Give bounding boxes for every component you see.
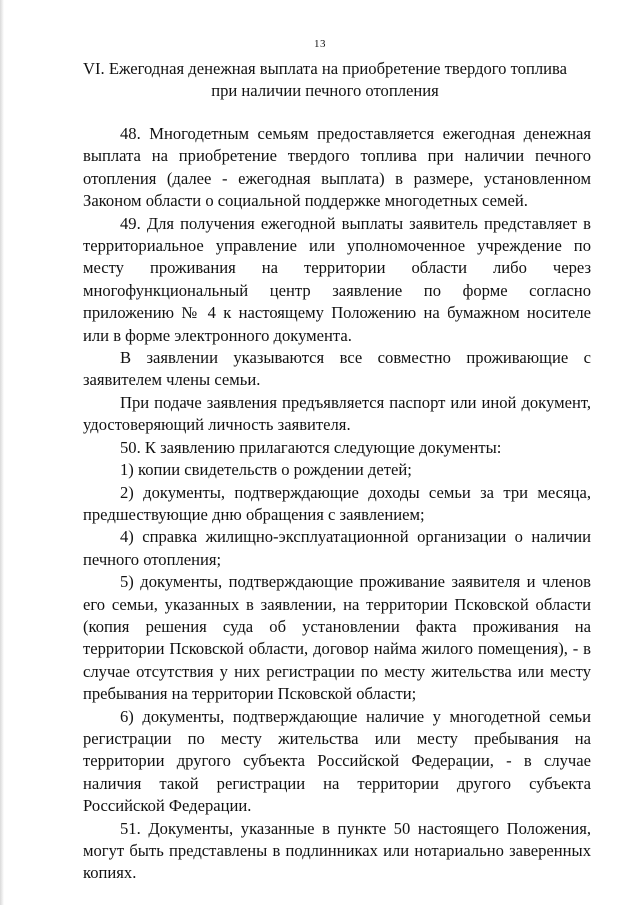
list-item-4: 4) справка жилищно-эксплуатационной организации о наличии печного отопления; [83,527,591,569]
list-item-1: 1) копии свидетельств о рождении детей; [120,460,412,480]
list-item-6: 6) документы, подтверждающие наличие у многодетной семьи регистрации по месту жительства или месту пребывания на территории другого субъекта Российской Федерации, - в случае наличия такой регистрации на территории другого субъекта Российской Федерации. [83,706,591,816]
scan-edge [0,0,4,905]
list-item-2: 2) документы, подтверждающие доходы семьи за три месяца, предшествующие дню обращения с заявлением; [83,482,591,524]
paragraph-49-passport: При подаче заявления предъявляется паспорт или иной документ, удостоверяющий личность заявителя. [83,392,591,435]
list-item-5: 5) документы, подтверждающие проживание заявителя и членов его семьи, указанных в заявлении, на территории Псковской области (копия решения суда об установлении факта проживания на территории Псковской области, договор найма жилого помещения), - в случае отсутствия у них регистрации по месту жительства или месту пребывания на территории Псковской области; [83,572,591,704]
paragraph-48: 48. Многодетным семьям предоставляется ежегодная денежная выплата на приобретение твердого топлива при наличии печного отопления (далее - ежегодная выплата) в размере, установленном Законом области о социальной поддержке многодетных семей. [83,124,591,211]
page-number: 13 [314,38,326,50]
paragraph-50: 50. К заявлению прилагаются следующие документы: [120,437,502,457]
paragraph-49: 49. Для получения ежегодной выплаты заявитель представляет в территориальное управление или уполномоченное учреждение по месту проживания на территории области либо через многофункциональный центр заявление по форме согласно приложению № 4 к настоящему Положению на бумажном носителе или в форме электронного документа. [83,213,591,345]
paragraph-49-members: В заявлении указываются все совместно проживающие с заявителем члены семьи. [83,348,591,390]
section-heading: VI. Ежегодная денежная выплата на приобретение твердого топлива при наличии печного отопления [83,59,567,100]
paragraph-51: 51. Документы, указанные в пункте 50 настоящего Положения, могут быть представлены в подлинниках или нотариально заверенных копиях. [83,818,591,883]
document-body [83,123,591,885]
